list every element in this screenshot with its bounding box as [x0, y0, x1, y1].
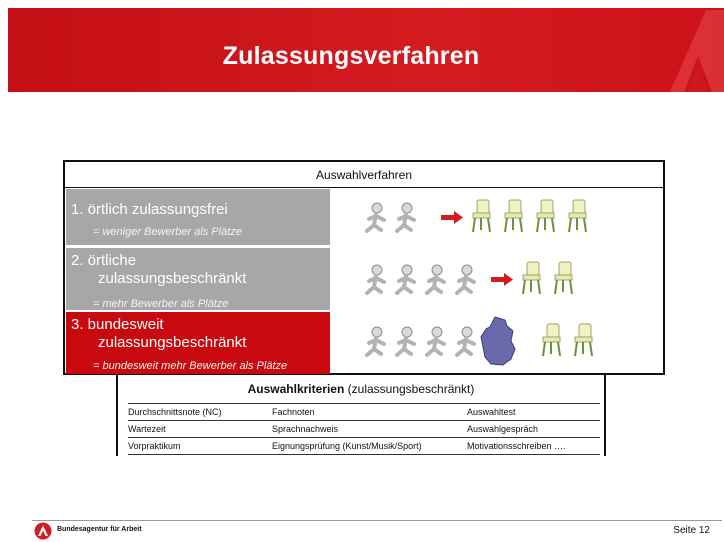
procedure-row-3	[66, 312, 330, 374]
agency-logo-icon	[34, 522, 52, 540]
table-cell: Fachnoten	[272, 407, 315, 417]
footer-divider	[32, 520, 722, 521]
chair-icon	[473, 200, 490, 232]
arrow-right-icon	[491, 273, 513, 286]
running-person-icon	[367, 265, 384, 293]
criteria-table	[128, 403, 600, 455]
procedure-row-label: 3. bundesweit zulassungsbeschränkt	[71, 316, 247, 351]
table-cell: Wartezeit	[128, 424, 166, 434]
slide-title: Zulassungsverfahren	[222, 42, 480, 70]
table-row	[128, 421, 600, 438]
illustration-row-2	[331, 252, 663, 306]
germany-map-icon	[481, 317, 515, 365]
chair-icon	[575, 324, 592, 356]
table-cell: Motivationsschreiben ….	[467, 441, 566, 451]
arrow-right-icon	[441, 211, 463, 224]
selection-criteria-panel	[116, 374, 606, 456]
chair-icon	[523, 262, 540, 294]
procedure-heading: Auswahlverfahren	[315, 168, 413, 182]
chair-icon	[555, 262, 572, 294]
table-cell: Eignungsprüfung (Kunst/Musik/Sport)	[272, 441, 422, 451]
table-cell: Auswahlgespräch	[467, 424, 539, 434]
agency-logo-icon	[614, 8, 724, 92]
table-cell: Durchschnittsnote (NC)	[128, 407, 222, 417]
procedure-row-label: 2. örtliche zulassungsbeschränkt	[71, 252, 247, 287]
procedure-row-1	[66, 189, 330, 245]
table-cell: Sprachnachweis	[272, 424, 339, 434]
procedure-row-label: 1. örtlich zulassungsfrei	[71, 201, 228, 218]
chair-icon	[543, 324, 560, 356]
page-number: Seite 12	[673, 525, 710, 536]
header-left-margin	[0, 8, 8, 92]
procedure-row-2	[66, 246, 330, 310]
chair-icon	[569, 200, 586, 232]
footer-organization: Bundesagentur für Arbeit	[57, 526, 142, 533]
running-person-icon	[367, 203, 384, 231]
chair-icon	[505, 200, 522, 232]
table-cell: Auswahltest	[467, 407, 516, 417]
running-person-icon	[457, 327, 474, 355]
selection-procedure-panel	[63, 160, 665, 375]
title-banner	[8, 8, 724, 92]
table-row	[128, 404, 600, 421]
illustration-row-3	[331, 312, 663, 370]
running-person-icon	[457, 265, 474, 293]
running-person-icon	[397, 203, 414, 231]
running-person-icon	[397, 265, 414, 293]
running-person-icon	[427, 327, 444, 355]
procedure-row-note: = bundesweit mehr Bewerber als Plätze	[93, 360, 288, 372]
running-person-icon	[397, 327, 414, 355]
table-row	[128, 438, 600, 455]
table-cell: Vorpraktikum	[128, 441, 181, 451]
procedure-row-note: = mehr Bewerber als Plätze	[93, 298, 229, 310]
illustration-row-1	[331, 192, 663, 242]
running-person-icon	[367, 327, 384, 355]
heading-divider	[65, 187, 663, 188]
running-person-icon	[427, 265, 444, 293]
criteria-heading: Auswahlkriterien (zulassungsbeschränkt)	[247, 382, 475, 396]
procedure-row-note: = weniger Bewerber als Plätze	[93, 226, 242, 238]
chair-icon	[537, 200, 554, 232]
